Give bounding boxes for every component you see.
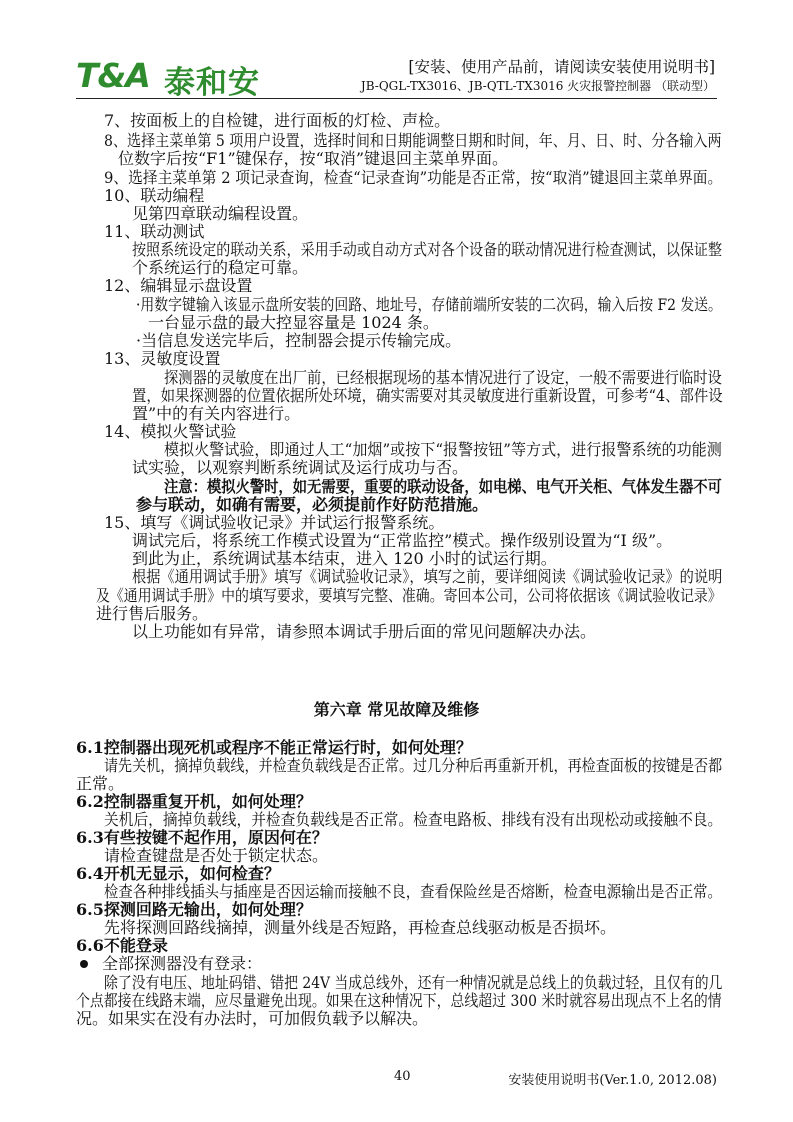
- body-line: ·当信息发送完毕后，控制器会提示传输完成。: [136, 331, 462, 350]
- section-heading: 11、联动测试: [104, 222, 205, 241]
- footer-doc-info: 安装使用说明书(Ver.1.0, 2012.08): [508, 1073, 717, 1088]
- body-line: 个系统运行的稳定可靠。: [132, 258, 309, 277]
- faq-answer: 况。如果实在没有办法时，可加假负载予以解决。: [76, 1009, 429, 1028]
- body-line: 到此为止，系统调试基本结束，进入 120 小时的试运行期。: [132, 549, 557, 568]
- section-heading: 13、灵敏度设置: [104, 349, 221, 368]
- body-line: 进行售后服务。: [96, 604, 209, 623]
- warning-note: 参与联动，如确有需要，必须提前作好防范措施。: [136, 495, 489, 514]
- header-model: JB-QGL-TX3016、JB-QTL-TX3016 火灾报警控制器 （联动型）: [360, 79, 715, 93]
- faq-answer: 先将探测回路线摘掉，测量外线是否短路，再检查总线驱动板是否损坏。: [104, 918, 617, 937]
- faq-answer: 请先关机，摘掉负载线，并检查负载线是否正常。过几分种后再重新开机，再检查面板的按键是否都: [104, 756, 723, 775]
- header-divider: [76, 98, 717, 99]
- faq-question: 6.1控制器出现死机或程序不能正常运行时，如何处理？: [76, 738, 472, 757]
- body-line: 探测器的灵敏度在出厂前，已经根据现场的基本情况进行了设定，一般不需要进行临时设: [164, 368, 722, 387]
- faq-answer: 正常。: [76, 774, 125, 793]
- body-line: 置”中的有关内容进行。: [132, 404, 301, 423]
- body-line: 一台显示盘的最大控显容量是 1024 条。: [148, 313, 439, 332]
- faq-bullet-text: 全部探测器没有登录：: [102, 954, 263, 973]
- logo-mark: T&A: [76, 56, 150, 95]
- faq-question: 6.5探测回路无输出，如何处理？: [76, 900, 312, 919]
- body-line: ·用数字键输入该显示盘所安装的回路、地址号，存储前端所安装的二次码，输入后按 F2 发送。: [136, 295, 722, 314]
- bullet-icon: [80, 960, 88, 968]
- chapter-title: 第六章 常见故障及维修: [313, 700, 480, 719]
- body-line: 置，如果探测器的位置依据所处环境，确实需要对其灵敏度进行重新设置，可参考“4、部件设: [132, 386, 723, 405]
- logo-chinese-name: 泰和安: [164, 65, 260, 101]
- warning-note: 注意：模拟火警时，如无需要，重要的联动设备，如电梯、电气开关柜、气体发生器不可: [164, 477, 722, 496]
- faq-answer: 请检查键盘是否处于锁定状态。: [104, 846, 329, 865]
- header-right: [361, 56, 715, 94]
- section-heading: 15、填写《调试验收记录》并试运行报警系统。: [104, 513, 445, 532]
- body-line: 见第四章联动编程设置。: [132, 204, 309, 223]
- body-line: 以上功能如有异常，请参照本调试手册后面的常见问题解决办法。: [132, 622, 597, 641]
- faq-answer: 除了没有电压、地址码错、错把 24V 当成总线外，还有一种情况就是总线上的负载过轻，且仅有的几: [104, 973, 723, 992]
- section-heading: 10、联动编程: [104, 186, 205, 205]
- faq-question: 6.4开机无显示，如何检查？: [76, 864, 280, 883]
- body-line: 8、选择主菜单第 5 项用户设置，选择时间和日期能调整日期和时间，年、月、日、时、分各输入两: [104, 131, 722, 150]
- faq-question: 6.6不能登录: [76, 936, 168, 955]
- section-heading: 12、编辑显示盘设置: [104, 276, 253, 295]
- body-line: 按照系统设定的联动关系，采用手动或自动方式对各个设备的联动情况进行检查测试，以保证整: [132, 240, 723, 259]
- faq-answer: 关机后，摘掉负载线，并检查负载线是否正常。检查电路板、排线有没有出现松动或接触不良。: [104, 810, 723, 829]
- body-line: 7、按面板上的自检键，进行面板的灯检、声检。: [104, 111, 451, 130]
- body-line: 位数字后按“F1”键保存，按“取消”键退回主菜单界面。: [118, 149, 509, 168]
- faq-answer: 检查各种排线插头与插座是否因运输而接触不良，查看保险丝是否熔断，检查电源输出是否正常。: [104, 882, 722, 901]
- body-line: 及《通用调试手册》中的填写要求，要填写完整、准确。寄回本公司，公司将依据该《调试验收记录》: [96, 586, 722, 605]
- section-heading: 14、模拟火警试验: [104, 422, 237, 441]
- faq-question: 6.3有些按键不起作用，原因何在？: [76, 828, 328, 847]
- body-line: 调试完后，将系统工作模式设置为“正常监控”模式。操作级别设置为“I 级”。: [132, 531, 673, 550]
- company-logo: [76, 56, 276, 101]
- header-title: [安装、使用产品前，请阅读安装使用说明书]: [408, 58, 715, 76]
- faq-question: 6.2控制器重复开机，如何处理？: [76, 792, 312, 811]
- faq-bullet-item: [80, 955, 262, 973]
- body-line: 模拟火警试验，即通过人工“加烟”或按下“报警按钮”等方式，进行报警系统的功能测: [164, 440, 722, 459]
- page-number: 40: [394, 1069, 411, 1084]
- body-line: 根据《通用调试手册》填写《调试验收记录》，填写之前，要详细阅读《调试验收记录》的说明: [132, 567, 723, 586]
- faq-answer: 个点都接在线路末端，应尽量避免出现。如果在这种情况下，总线超过 300 米时就容易出现点不上名的情: [76, 991, 722, 1010]
- body-line: 试实验，以观察判断系统调试及运行成功与否。: [132, 458, 469, 477]
- body-line: 9、选择主菜单第 2 项记录查询，检查“记录查询”功能是否正常，按“取消”键退回主菜单界面。: [104, 168, 723, 187]
